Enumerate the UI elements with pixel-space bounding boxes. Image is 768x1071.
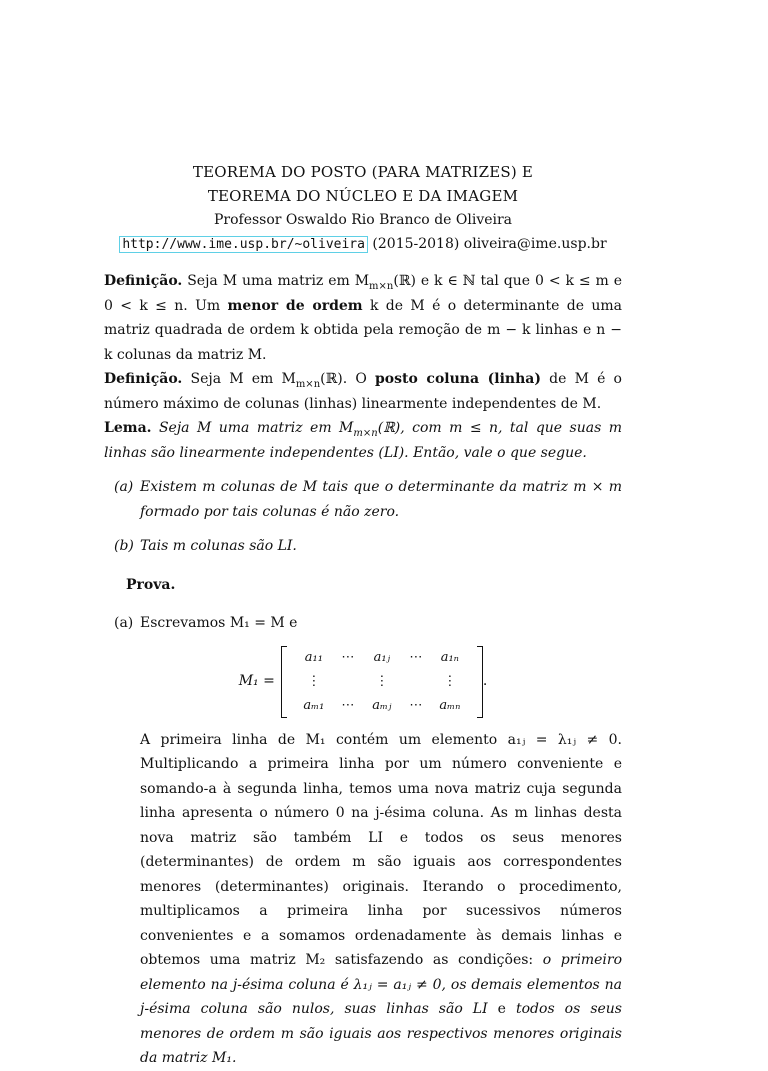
- years: (2015-2018): [372, 236, 460, 252]
- definition-2-label: Definição.: [104, 371, 183, 387]
- contact-line: [104, 232, 622, 257]
- proof-label: Prova.: [126, 576, 176, 593]
- matrix-cell: [337, 670, 359, 694]
- document-page: [104, 160, 622, 1071]
- title-line-2: TEOREMA DO NÚCLEO E DA IMAGEM: [207, 187, 519, 205]
- matrix-cell: aₘ₁: [303, 697, 325, 713]
- matrix-trail: .: [482, 673, 488, 690]
- minor-term: menor de ordem: [227, 297, 363, 314]
- lemma-item-a: (a) Existem m colunas de M tais que o determinante da matriz m × m formado por tais colunas é não zero.: [114, 479, 622, 520]
- proof-paragraph: A primeira linha de M₁ contém um elemento a₁ⱼ = λ₁ⱼ ≠ 0. Multiplicando a primeira linha por um número conveniente e somando-a à segunda linha, temos uma nova matriz cuja segunda linha apresenta o número 0 na j-ésima coluna. As m linhas desta nova matriz são também LI e todos os seus menores (determinantes) de ordem m são iguais aos correspondentes menores (determinantes) originais. Iterando o procedimento, multiplicamos a primeira linha por sucessivos números convenientes e a somamos ordenadamente às demais linhas e obtemos uma matriz M₂ satisfazendo as condições: o primeiro elemento na j-ésima coluna é λ₁ⱼ = a₁ⱼ ≠ 0, os demais elementos na j-ésima coluna são nulos, suas linhas são LI e todos os seus menores de ordem m são iguais aos respectivos menores originais da matriz M₁.: [140, 731, 622, 1066]
- matrix-cell: aₘⱼ: [372, 697, 392, 713]
- matrix-cell: a₁ⱼ: [373, 649, 391, 665]
- lemma-items: [104, 475, 622, 559]
- proof-item-a: (a) Escrevamos M₁ = M e: [114, 615, 298, 631]
- matrix-cell: a₁₁: [304, 649, 323, 665]
- title-line-1: TEOREMA DO POSTO (PARA MATRIZES) E: [192, 163, 534, 181]
- matrix-cell: ⋯: [341, 649, 355, 665]
- matrix-grid: [291, 646, 473, 718]
- lemma-item-b: (b) Tais m colunas são LI.: [114, 538, 297, 554]
- matrix-cell: ⋯: [409, 697, 423, 713]
- matrix-cell: aₘₙ: [439, 697, 461, 713]
- rank-term: posto coluna (linha): [375, 371, 541, 387]
- matrix-cell: ⋮: [375, 673, 389, 689]
- email: oliveira@ime.usp.br: [463, 236, 607, 252]
- definition-1: Definição. Seja M uma matriz em $M_{m\times n}(ℝ)$ e k ∈ ℕ tal que 0 < k ≤ m e 0 < k ≤ n. Um menor de ordem k de M é o determinante de uma matriz quadrada de ordem k obtida pela remoção de m − k linhas e n − k colunas da matriz M.: [104, 273, 622, 363]
- matrix-lhs: M₁ =: [238, 673, 275, 690]
- definition-2: Definição. Seja M em $M_{m\times n}(ℝ)$. O posto coluna (linha) de M é o número máximo de colunas (linhas) linearmente independentes de M.: [104, 371, 622, 412]
- matrix-cell: ⋯: [409, 649, 423, 665]
- matrix-cell: ⋯: [341, 697, 355, 713]
- matrix-cell: a₁ₙ: [440, 649, 459, 665]
- definition-1-label: Definição.: [104, 273, 183, 289]
- matrix-cell: ⋮: [443, 673, 457, 689]
- matrix-cell: ⋮: [307, 673, 321, 689]
- lemma: Lema. Seja M uma matriz em $M_{m\times n}(ℝ)$, com m ≤ n, tal que suas m linhas são linearmente independentes (LI). Então, vale o que segue.: [104, 420, 622, 461]
- matrix-display: [104, 646, 622, 718]
- author: Professor Oswaldo Rio Branco de Oliveira: [213, 212, 513, 228]
- homepage-link[interactable]: http://www.ime.usp.br/~oliveira: [119, 236, 368, 253]
- matrix-cell: [405, 670, 427, 694]
- lemma-label: Lema.: [104, 420, 152, 436]
- matrix-brackets: [281, 646, 483, 718]
